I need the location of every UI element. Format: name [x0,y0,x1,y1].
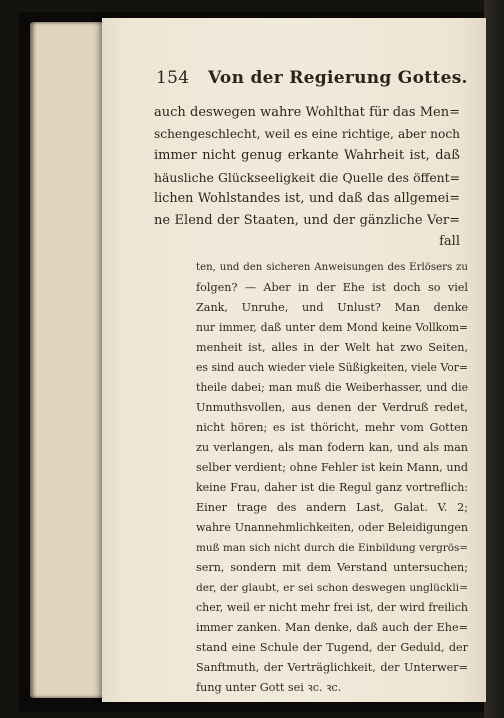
text-line: wahre Unannehmlichkeiten, oder Beleidigungen [196,521,468,534]
text-line: sern, sondern mit dem Verstand untersuchen; [196,561,468,574]
book-page [102,18,486,702]
running-title: Von der Regierung Gottes. [208,68,468,88]
upper-text-block [154,102,460,253]
text-line: folgen? — Aber in der Ehe ist doch so viel [196,281,468,294]
text-line: fung unter Gott sei ꝛc. ꝛc. [196,681,342,694]
text-line: schengeschlecht, weil es eine richtige, aber noch [154,126,460,141]
text-line: zu verlangen, als man fodern kan, und als man [196,441,468,454]
text-line: Einer trage des andern Last, Galat. V. 2; [196,501,468,514]
right-gutter [484,0,504,718]
text-line: keine Frau, daher ist die Regul ganz vortreflich: [196,481,468,494]
text-line: es sind auch wieder viele Süßigkeiten, viele Vor= [196,361,468,374]
text-line: ne Elend der Staaten, und der gänzliche Ver= [154,212,460,228]
text-line: selber verdient; ohne Fehler ist kein Mann, und [196,461,468,474]
text-line: häusliche Glückseeligkeit die Quelle des öffent= [154,169,460,185]
text-line: der, der glaubt, er sei schon deswegen unglückli= [196,582,468,594]
page-header [156,68,476,92]
catchword: fall [439,234,460,249]
text-line: Sanftmuth, der Verträglichkeit, der Unterwer= [196,661,468,674]
text-line: immer nicht genug erkante Wahrheit ist, daß [154,148,460,163]
lower-text-block [196,258,468,698]
text-line: lichen Wohlstandes ist, und daß das allgemei= [154,191,460,206]
text-line: Zank, Unruhe, und Unlust? Man denke [196,301,468,314]
text-line: menheit ist, alles in der Welt hat zwo Seiten, [196,341,468,354]
text-line: cher, weil er nicht mehr frei ist, der wird freilich [196,601,468,614]
text-line: auch deswegen wahre Wohlthat für das Men= [154,105,460,120]
text-line: muß man sich nicht durch die Einbildung vergrös= [196,542,468,554]
text-line: nicht hören; es ist thöricht, mehr vom Gotten [196,421,468,434]
page-number: 154 [156,68,190,88]
page-edges [30,22,104,698]
text-line: ten, und den sicheren Anweisungen des Erlösers zu [196,262,468,273]
text-line: Unmuthsvollen, aus denen der Verdruß redet, [196,401,468,414]
text-line: nur immer, daß unter dem Mond keine Vollkom= [196,321,468,334]
text-line: theile dabei; man muß die Weiberhasser, und die [196,381,468,394]
text-line: stand eine Schule der Tugend, der Geduld, der [196,641,468,654]
text-line: immer zanken. Man denke, daß auch der Ehe= [196,621,468,634]
